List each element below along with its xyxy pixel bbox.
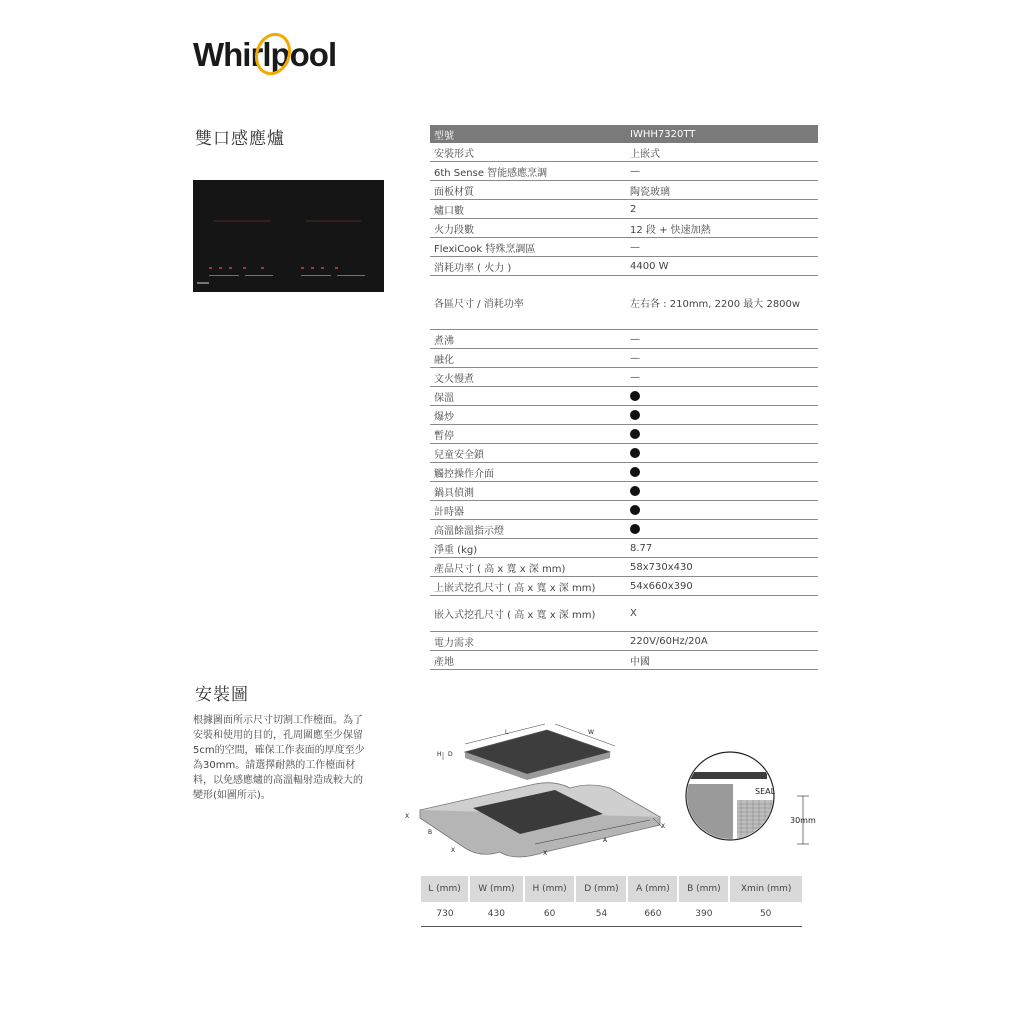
filled-dot-icon (630, 391, 640, 401)
spec-value: — (630, 371, 640, 383)
spec-key: 火力段數 (434, 224, 474, 236)
spec-row (430, 238, 818, 257)
filled-dot-icon (630, 505, 640, 515)
spec-key: 鍋具偵測 (434, 487, 474, 499)
spec-row (430, 162, 818, 181)
table-cell: 390 (678, 902, 729, 927)
column-header: Xmin (mm) (729, 876, 802, 902)
label-h: H (437, 751, 442, 758)
brand-name: Whirlpool (193, 36, 337, 73)
spec-row (430, 368, 818, 387)
label-x: X (661, 823, 666, 830)
table-cell: 430 (469, 902, 524, 927)
filled-dot-icon (630, 486, 640, 496)
dimensions-table (421, 876, 802, 927)
spec-key: 型號 (434, 130, 454, 142)
table-cell: 54 (575, 902, 627, 927)
spec-key: 消耗功率 ( 火力 ) (434, 262, 512, 274)
spec-key: 安裝形式 (434, 148, 474, 160)
label-w: W (588, 729, 594, 736)
spec-row (430, 520, 818, 539)
spec-key: 高溫餘溫指示燈 (434, 525, 504, 537)
spec-value: 58x730x430 (630, 561, 693, 573)
installation-diagram (395, 722, 825, 862)
label-thickness: 30mm (790, 816, 816, 825)
column-header: H (mm) (524, 876, 576, 902)
logo-swoosh-icon (247, 32, 295, 80)
label-a: A (603, 837, 608, 844)
spec-row (430, 539, 818, 558)
spec-row (430, 577, 818, 596)
spec-key: 嵌入式挖孔尺寸 ( 高 x 寬 x 深 mm) (434, 610, 596, 621)
spec-key: 6th Sense 智能感應烹調 (434, 167, 548, 179)
spec-key: 電力需求 (434, 637, 474, 649)
spec-key: 上嵌式挖孔尺寸 ( 高 x 寬 x 深 mm) (434, 582, 596, 594)
table-cell: 60 (524, 902, 576, 927)
label-x: X (405, 813, 410, 820)
spec-row (430, 596, 818, 632)
spec-key: 融化 (434, 354, 454, 366)
label-seal: SEAL (755, 787, 776, 796)
spec-row (430, 219, 818, 238)
label-b: B (428, 829, 433, 836)
filled-dot-icon (630, 410, 640, 420)
label-d: D (448, 751, 453, 758)
column-header: A (mm) (627, 876, 678, 902)
column-header: B (mm) (678, 876, 729, 902)
spec-key: 觸控操作介面 (434, 468, 494, 480)
filled-dot-icon (630, 467, 640, 477)
spec-value: 220V/60Hz/20A (630, 635, 708, 647)
spec-row (430, 501, 818, 520)
spec-value: — (630, 165, 640, 177)
spec-key: 保溫 (434, 392, 454, 404)
spec-row (430, 444, 818, 463)
spec-row (430, 482, 818, 501)
spec-row (430, 632, 818, 651)
label-x: X (451, 847, 456, 854)
spec-value: 中國 (630, 656, 650, 668)
spec-value: 4400 W (630, 260, 669, 272)
spec-value: X (630, 608, 637, 619)
spec-value: 陶瓷玻璃 (630, 186, 670, 198)
spec-key: 面板材質 (434, 186, 474, 198)
spec-key: 兒童安全鎖 (434, 449, 484, 461)
spec-value: 8.77 (630, 542, 653, 554)
filled-dot-icon (630, 429, 640, 439)
spec-key: 淨重 (kg) (434, 544, 478, 556)
spec-key: 計時器 (434, 506, 464, 518)
product-title: 雙口感應爐 (195, 129, 285, 149)
spec-key: 產地 (434, 656, 454, 668)
spec-row (430, 651, 818, 670)
spec-key: 煮沸 (434, 335, 454, 347)
table-cell: 50 (729, 902, 802, 927)
filled-dot-icon (630, 448, 640, 458)
spec-value: 54x660x390 (630, 580, 693, 592)
spec-value: 左右各 : 210mm, 2200 最大 2800w (630, 299, 801, 310)
spec-row (430, 181, 818, 200)
spec-key: 文火慢煮 (434, 373, 474, 385)
spec-row (430, 463, 818, 482)
spec-key: FlexiCook 特殊烹調區 (434, 243, 536, 255)
spec-row (430, 200, 818, 219)
column-header: D (mm) (575, 876, 627, 902)
column-header: L (mm) (421, 876, 469, 902)
column-header: W (mm) (469, 876, 524, 902)
spec-value: 上嵌式 (630, 148, 660, 160)
install-description: 根據圖面所示尺寸切割工作檯面。為了安裝和使用的目的，孔周圍應至少保留5cm的空間，確保工作表面的厚度至少為30mm。請選擇耐熱的工作檯面材料，以免感應爐的高溫輻射造成較大的變形(如圖所示)。 (193, 715, 365, 801)
spec-row (430, 387, 818, 406)
spec-key: 暫停 (434, 430, 454, 442)
install-title: 安裝圖 (195, 685, 249, 705)
spec-row (430, 558, 818, 577)
table-header-row (421, 876, 802, 902)
spec-row (430, 276, 818, 330)
label-l: L (505, 729, 509, 736)
spec-value: — (630, 241, 640, 253)
spec-value: 2 (630, 203, 637, 215)
spec-key: 產品尺寸 ( 高 x 寬 x 深 mm) (434, 563, 566, 575)
spec-key: 爐口數 (434, 205, 464, 217)
filled-dot-icon (630, 524, 640, 534)
whirlpool-logo (193, 34, 337, 78)
spec-table (430, 125, 818, 670)
product-image (193, 180, 384, 292)
spec-value: — (630, 333, 640, 345)
spec-row (430, 425, 818, 444)
table-cell: 730 (421, 902, 469, 927)
spec-row (430, 406, 818, 425)
spec-value: — (630, 352, 640, 364)
spec-row (430, 349, 818, 368)
spec-value: IWHH7320TT (630, 128, 696, 140)
spec-value: 12 段 + 快速加熱 (630, 224, 711, 236)
spec-header-row (430, 125, 818, 143)
label-x: X (543, 850, 548, 857)
spec-row (430, 143, 818, 162)
table-cell: 660 (627, 902, 678, 927)
spec-row (430, 330, 818, 349)
spec-key: 各區尺寸 / 消耗功率 (434, 299, 524, 310)
spec-key: 爆炒 (434, 411, 454, 423)
table-row (421, 902, 802, 927)
spec-row (430, 257, 818, 276)
